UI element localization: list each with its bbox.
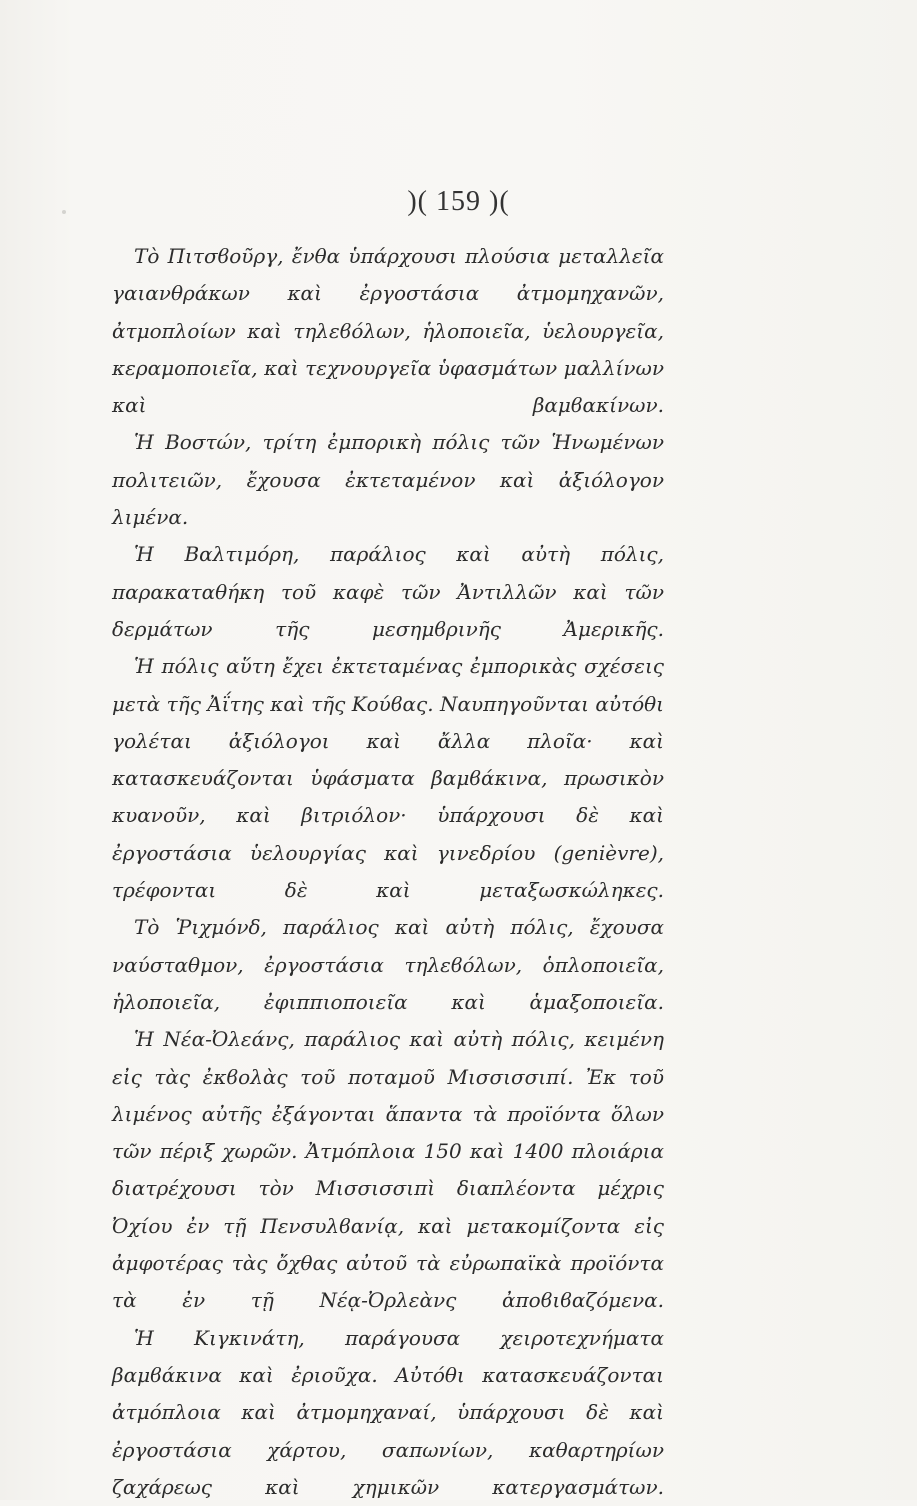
paragraph-new-orleans: Ἡ Νέα-Ὀλεάνς, παράλιος καὶ αὐτὴ πόλις, κειμένη εἰς τὰς ἐκϐολὰς τοῦ ποταμοῦ Μισσισσιπί. Ἐκ τοῦ λιμένος αὐτῆς ἐξάγονται ἅπαντα τὰ προϊόντα ὅλων τῶν πέριξ χωρῶν. Ἀτμόπλοια 150 καὶ 1400 πλοιάρια διατρέχουσι τὸν Μισσισσιπὶ διαπλέοντα μέχρις Ὀχίου ἐν τῇ Πενσυλϐανίᾳ, καὶ μετακομίζοντα εἰς ἀμφοτέρας τὰς ὄχθας αὐτοῦ τὰ εὐρωπαϊκὰ προϊόντα τὰ ἐν τῇ Νέᾳ-Ὀρλεὰνς ἀποϐιϐαζόμενα. [112,1027,664,1313]
paragraph-baltimore: Ἡ Βαλτιμόρη, παράλιος καὶ αὐτὴ πόλις, παρακαταθήκη τοῦ καφὲ τῶν Ἀντιλλῶν καὶ τῶν δερμάτων τῆς μεσημϐρινῆς Ἀμερικῆς. [112,542,664,641]
paragraph-boston: Ἡ Βοστών, τρίτη ἐμπορικὴ πόλις τῶν Ἡνωμένων πολιτειῶν, ἔχουσα ἐκτεταμένον καὶ ἀξιόλογον λιμένα. [112,430,664,530]
page-number: )( 159 )( [407,186,510,217]
paragraph-pittsburgh: Τὸ Πιτσϐοῦργ, ἔνθα ὑπάρχουσι πλούσια μεταλλεῖα γαιανθράκων καὶ ἐργοστάσια ἀτμομηχανῶν, ἀτμοπλοίων καὶ τηλεϐόλων, ἡλοποιεῖα, ὑελουργεῖα, κεραμοποιεῖα, καὶ τεχνουργεῖα ὑφασμάτων μαλλίνων καὶ βαμϐακίνων. [112,244,664,418]
body-text [112,238,664,1506]
paragraph-cincinnati: Ἡ Κιγκινάτη, παράγουσα χειροτεχνήματα βαμϐάκινα καὶ ἐριοῦχα. Αὐτόθι κατασκευάζονται ἀτμόπλοια καὶ ἀτμομηχαναί, ὑπάρχουσι δὲ καὶ ἐργοστάσια χάρτου, σαπωνίων, καθαρτηρίων ζαχάρεως καὶ χημικῶν κατεργασμάτων. [112,1325,664,1499]
paragraph-baltimore-trade: Ἡ πόλις αὕτη ἔχει ἐκτεταμένας ἐμπορικὰς σχέσεις μετὰ τῆς Ἀΐτης καὶ τῆς Κούϐας. Ναυπηγοῦνται αὐτόθι γολέται ἀξιόλογοι καὶ ἄλλα πλοῖα· καὶ κατασκευάζονται ὑφάσματα βαμϐάκινα, πρωσικὸν κυανοῦν, καὶ βιτριόλον· ὑπάρχουσι δὲ καὶ ἐργοστάσια ὑελουργίας καὶ γινεδρίου (genièvre), τρέφονται δὲ καὶ μεταξωσκώληκες. [112,654,664,903]
paragraph-richmond: Τὸ Ῥιχμόνδ, παράλιος καὶ αὐτὴ πόλις, ἔχουσα ναύσταθμον, ἐργοστάσια τηλεϐόλων, ὁπλοποιεῖα, ἡλοποιεῖα, ἐφιππιοποιεῖα καὶ ἁμαξοποιεῖα. [112,915,664,1014]
